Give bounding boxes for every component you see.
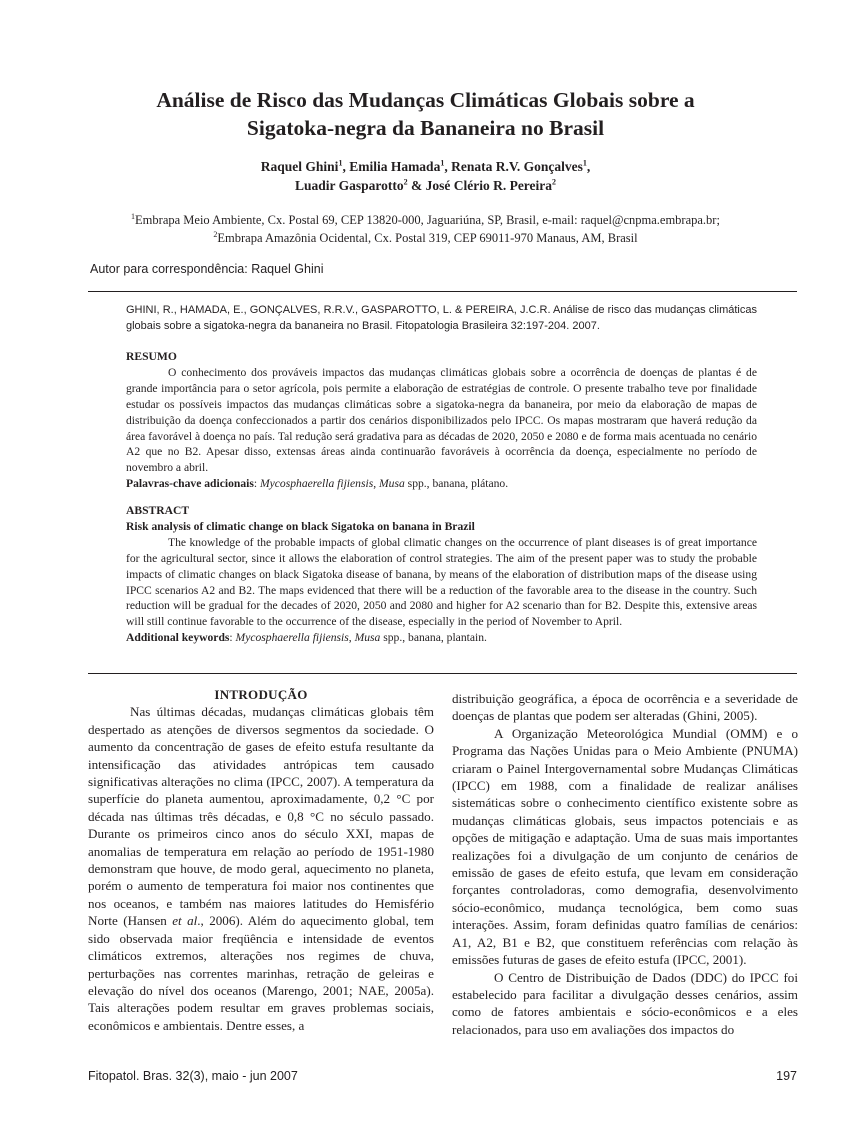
author-line-2: Luadir Gasparotto$^2$ & José Clério R. Pereira$^2$ [294,177,557,193]
paper-title [88,86,763,142]
abstract-section [126,503,757,646]
citation: GHINI, R., HAMADA, E., GONÇALVES, R.R.V., GASPAROTTO, L. & PEREIRA, J.C.R. Análise de risco das mudanças climáticas globais sobre a sigatoka-negra da bananeira no Brasil. Fitopatologia Brasileira 32:197-204. 2007. [126,304,757,332]
intro-heading: INTRODUÇÃO [214,687,308,702]
intro-paragraph-1-cont: distribuição geográfica, a época de ocorrência e a severidade de doenças de plantas que podem ser alteradas (Ghini, 2005). [452,691,798,724]
intro-paragraph-3: O Centro de Distribuição de Dados (DDC) do IPCC foi estabelecido para facilitar a divulgação desses cenários, assim como de fatores ambientais e sócio-econômicos e a eles relacionados, para uso em avaliações dos impactos do [452,969,798,1037]
abstract-body: The knowledge of the probable impacts of global climatic changes on the occurrence of plant diseases is of great importance for the agricultural sector, since it allows the elaboration of control strategies. The aim of the present paper was to study the probable impacts of climatic changes on black Sigatoka disease of banana, by means of the elaboration of distribution maps of the disease using IPCC scenarios A2 and B2. The maps evidenced that there will be a reduction of the favorable area to the disease in the country. Such reduction will be gradual for the decades of 2020, 2050 and 2080 and higher for A2 scenario than for B2. Despite this, extensive areas will still continue favorable to the occurrence of the disease, especially in the period of November to April. [126,535,757,629]
title-line-2: Sigatoka-negra da Bananeira no Brasil [246,116,605,140]
journal-footer: Fitopatol. Bras. 32(3), maio - jun 2007 [88,1069,298,1083]
affiliation-1: $^1$Embrapa Meio Ambiente, Cx. Postal 69, CEP 13820-000, Jaguariúna, SP, Brasil, e-mail: raquel@cnpma.embrapa.br; [131,211,720,227]
correspondence-note: Autor para correspondência: Raquel Ghini [90,262,324,276]
affiliation-marker: 2 [552,177,557,187]
affiliation-marker: 2 [403,177,408,187]
author-name: Luadir Gasparotto [294,178,404,193]
affiliation-2: $^2$Embrapa Amazônia Ocidental, Cx. Postal 319, CEP 69011-970 Manaus, AM, Brasil [213,229,638,245]
intro-paragraph-2: A Organização Meteorológica Mundial (OMM) e o Programa das Nações Unidas para o Meio Ambiente (PNUMA) criaram o Painel Intergovernamental sobre Mudanças Climáticas (IPCC) em 1988, com a finalidade de realizar análises sistemáticas sobre o conhecimento científico existente sobre as mudanças climáticas globais, seus impactos potenciais e as opções de mitigação e adaptação. Uma de suas mais importantes realizações foi a divulgação de um conjunto de cenários de emissão de gases de efeito estufa, que levam em consideração forçantes controladoras, como demografia, desenvolvimento sócio-econômico, mudança tecnológica, bem como suas interações. Assim, foram definidas quatro famílias de cenários: A1, A2, B1 e B2, que constituem referências com relação às emissões futuras de gases de efeito estufa (IPCC, 2001). [452,725,798,968]
author-name: Raquel Ghini [260,159,339,174]
author-name: Emilia Hamada [349,159,441,174]
affiliation-marker: 1 [338,158,343,168]
resumo-keywords: Palavras-chave adicionais: Mycosphaerella fijiensis, Musa spp., banana, plátano. [126,477,509,491]
resumo-heading: RESUMO [126,350,177,363]
resumo-body: O conhecimento dos prováveis impactos das mudanças climáticas globais sobre a ocorrência de doenças de plantas é de grande importância para o setor agrícola, pois permite a elaboração de estratégias de controle. O presente trabalho teve por finalidade estudar os possíveis impactos das mudanças climáticas sobre a sigatoka-negra da bananeira, por meio da elaboração de mapas de distribuição da doença confeccionados a partir dos cenários disponibilizados pelo IPCC. Os mapas mostraram que haverá redução da área favorável à doença no país. Tal redução será gradativa para as décadas de 2020, 2050 e 2080 e de forma mais acentuada no cenário A2 que no B2. Apesar disso, extensas áreas ainda continuarão favoráveis à ocorrência da doença, especialmente no período de novembro a abril. [126,365,757,475]
abstract-subtitle: Risk analysis of climatic change on black Sigatoka on banana in Brazil [126,519,475,533]
affiliation-marker: 1 [440,158,445,168]
abstract-heading: ABSTRACT [126,504,190,517]
column-left [88,686,434,1034]
affiliations [88,212,763,247]
abstract-keywords: Additional keywords: Mycosphaerella fijiensis, Musa spp., banana, plantain. [126,631,487,645]
affiliation-marker: 1 [582,158,587,168]
author-name: José Clério R. Pereira [425,178,553,193]
author-list [88,157,763,195]
title-line-1: Análise de Risco das Mudanças Climáticas Globais sobre a [156,88,695,112]
author-name: Renata R.V. Gonçalves [451,159,583,174]
intro-paragraph-1: Nas últimas décadas, mudanças climáticas globais têm despertado as atenções de diversos segmentos da sociedade. O aumento da concentração de gases de efeito estufa resultante da intensificação das atividades antrópicas tem causado significativas alterações no clima (IPCC, 2007). A temperatura da superfície do planeta aumentou, aproximadamente, 0,2 °C por década nas últimas três décadas, e 0,8 °C no século passado. Durante os primeiros cinco anos do século XXI, mapas de anomalias de temperatura em relação ao período de 1951-1980 demonstram que houve, de modo geral, aquecimento no planeta, porém o aumento de temperatura foi maior nos continentes que nos oceanos, e também nas maiores latitudes do Hemisfério Norte (Hansen et al., 2006). Além do aquecimento global, tem sido observada maior freqüência e intensidade de eventos climáticos extremos, alterações nos regimes de chuva, perturbações nas correntes marinhas, retração de geleiras e elevação do nível dos oceanos (Marengo, 2001; NAE, 2005a). Tais alterações podem resultar em graves problemas sociais, econômicos e ambientais. Dentre esses, a [88,704,434,1033]
resumo-section [126,349,757,492]
divider-bottom [88,673,797,674]
author-line-1: Raquel Ghini$^1$, Emilia Hamada$^1$, Renata R.V. Gonçalves$^1$, [260,158,591,174]
divider-top [88,291,797,292]
column-right [452,690,798,1038]
page-number: 197 [776,1069,797,1083]
